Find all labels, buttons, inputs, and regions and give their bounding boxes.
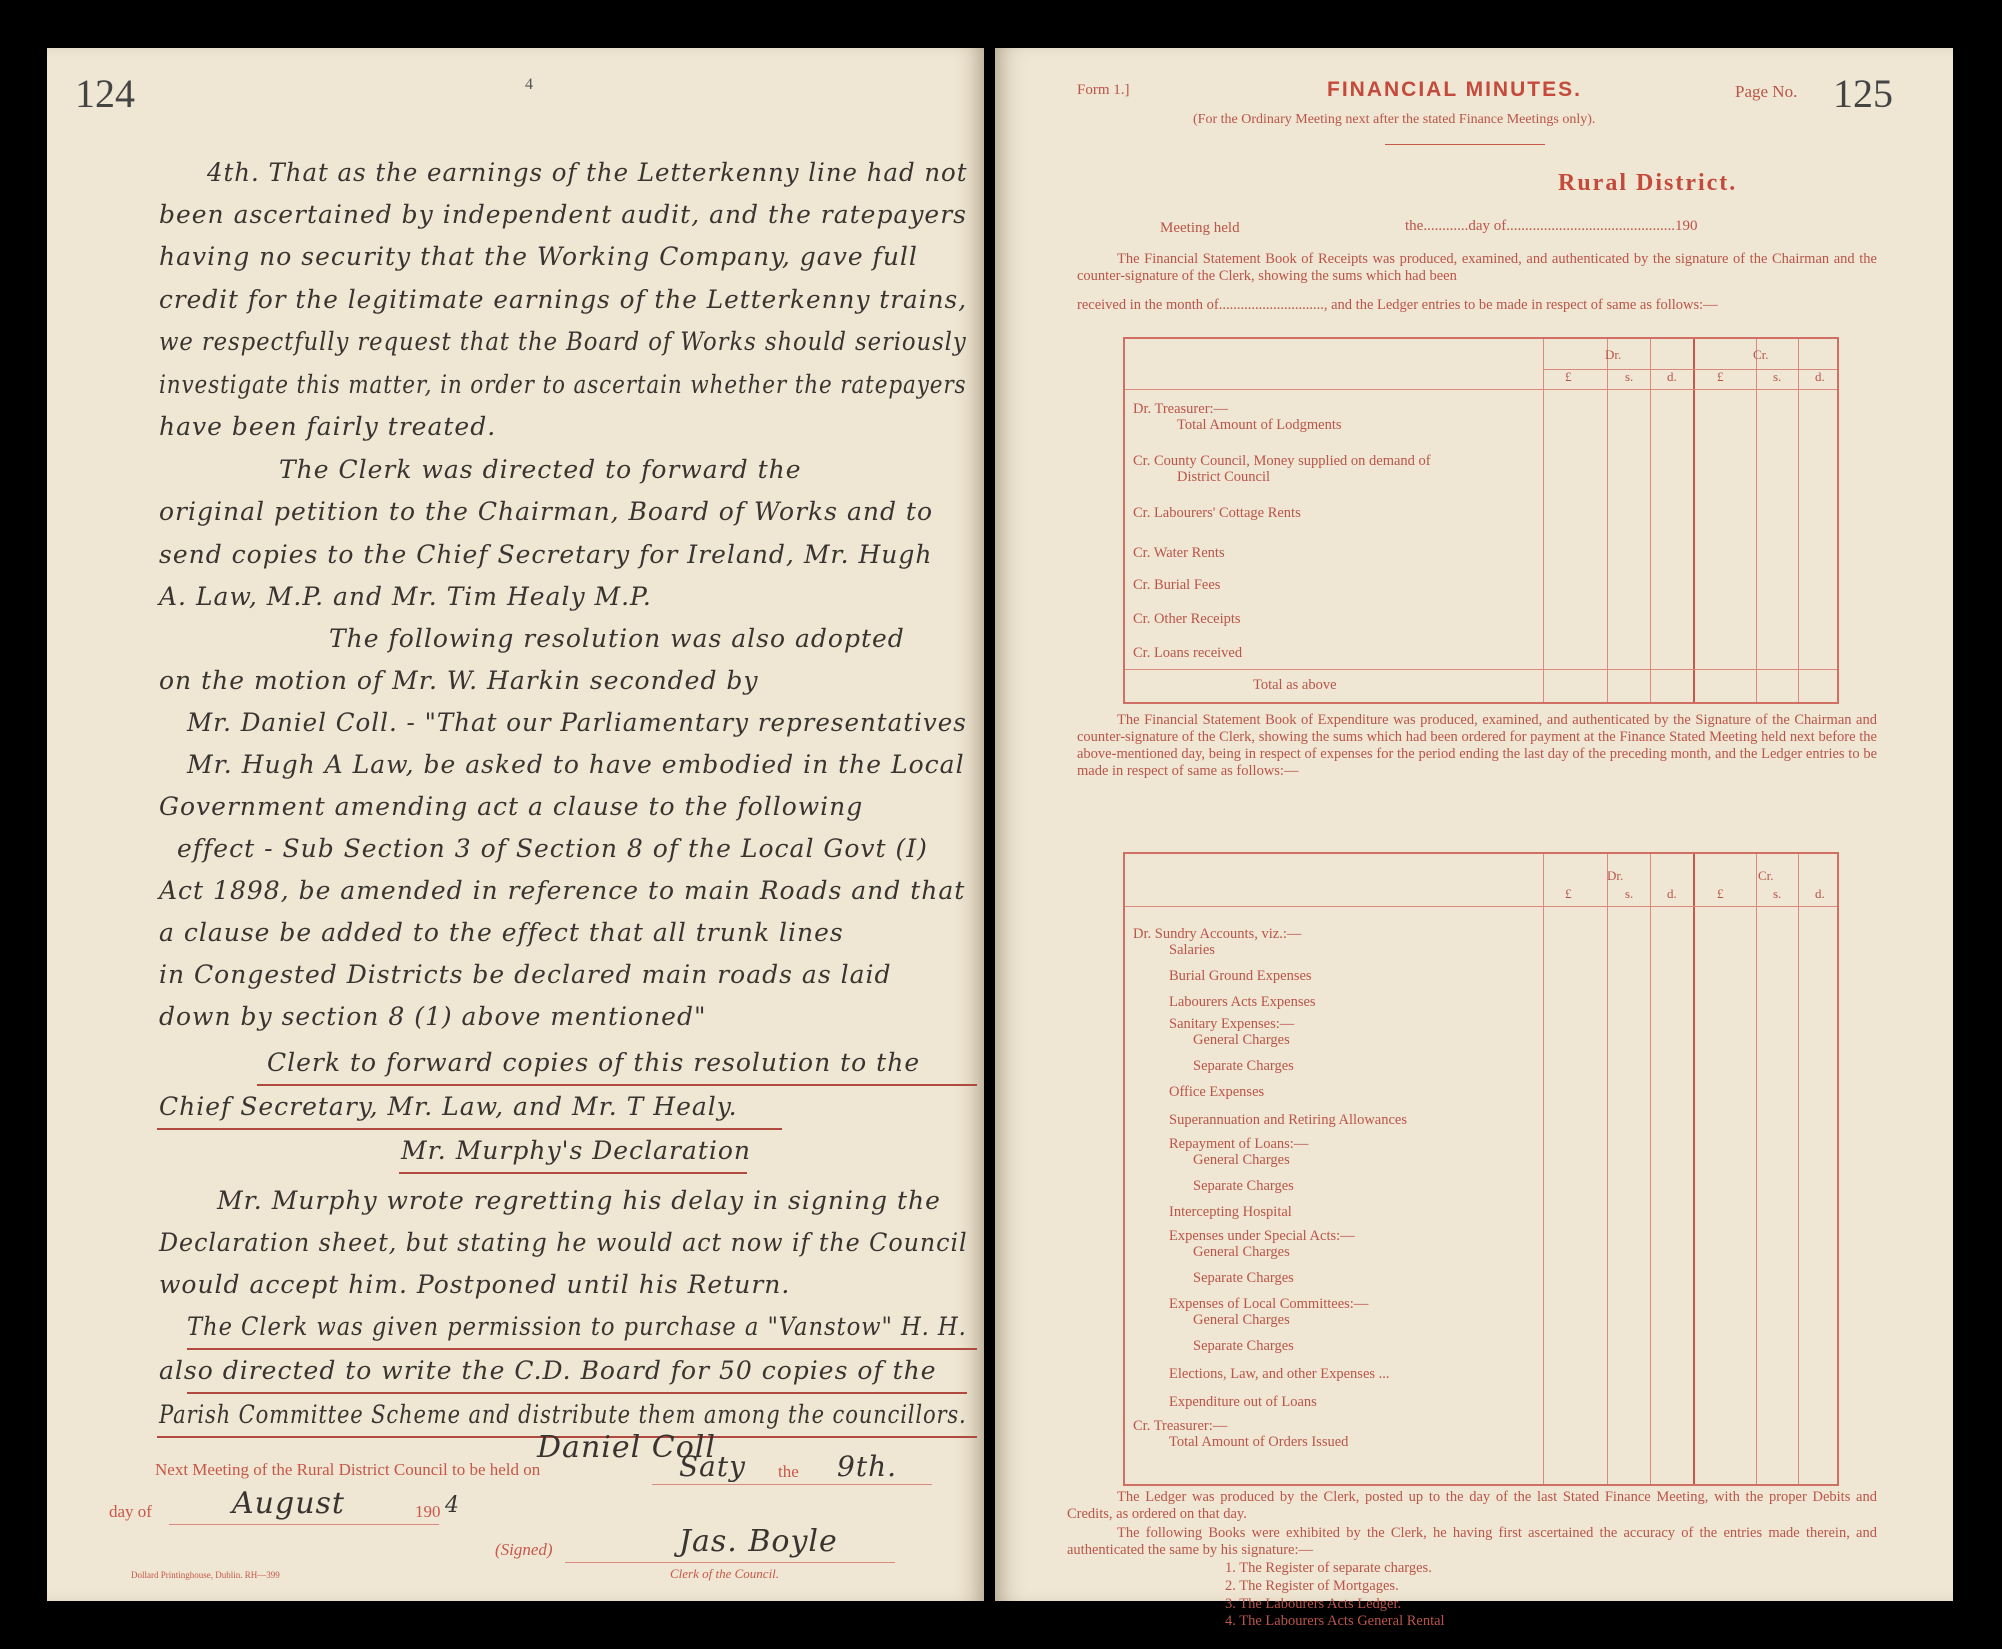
expenditure-row-label: Separate Charges: [1193, 1338, 1294, 1354]
row-label: Cr. Burial Fees: [1133, 577, 1221, 593]
expenditure-table: [1123, 852, 1839, 1486]
meeting-held-label: Meeting held: [1160, 220, 1240, 236]
form-label: Form 1.]: [1077, 82, 1130, 98]
handwritten-line: have been fairly treated.: [159, 412, 497, 441]
subtitle: (For the Ordinary Meeting next after the stated Finance Meetings only).: [1193, 112, 1596, 127]
cr-header: Cr.: [1758, 868, 1774, 883]
underline: [399, 1172, 747, 1174]
handwritten-line: Mr. Daniel Coll. - "That our Parliamentary representatives: [187, 708, 967, 737]
col-line: [1693, 854, 1695, 1484]
row-label: Cr. Labourers' Cottage Rents: [1133, 505, 1301, 521]
col-line: [1607, 854, 1608, 1484]
expenditure-row-label: Sanitary Expenses:—: [1169, 1016, 1295, 1032]
chair-signature: Daniel Coll: [537, 1430, 716, 1465]
expenditure-row-label: Labourers Acts Expenses: [1169, 994, 1316, 1010]
expenditure-row-label: General Charges: [1193, 1032, 1290, 1048]
handwritten-line: 4th. That as the earnings of the Letterkenny line had not: [207, 158, 968, 187]
row-label: Total Amount of Lodgments: [1177, 417, 1342, 433]
receipts-table: [1123, 337, 1839, 704]
col-line: [1756, 339, 1757, 702]
handwritten-line: The Clerk was given permission to purchase a "Vanstow" H. H.: [187, 1312, 967, 1341]
meeting-day-name: Saty: [679, 1450, 746, 1483]
col-line: [1756, 854, 1757, 1484]
handwritten-line: would accept him. Postponed until his Return.: [159, 1270, 791, 1299]
book-item: 2. The Register of Mortgages.: [1225, 1578, 1399, 1594]
handwritten-line: on the motion of Mr. W. Harkin seconded by: [159, 666, 759, 695]
handwritten-line: in Congested Districts be declared main roads as laid: [159, 960, 892, 989]
col-pounds: £: [1565, 369, 1572, 384]
the-label: the: [778, 1462, 799, 1481]
meeting-month: August: [232, 1486, 345, 1521]
underline: [257, 1084, 977, 1086]
row-label: Dr. Treasurer:—: [1133, 401, 1229, 417]
expenditure-row-label: Expenditure out of Loans: [1169, 1394, 1317, 1410]
handwritten-line: also directed to write the C.D. Board for 50 copies of the: [159, 1356, 937, 1385]
handwritten-line: Government amending act a clause to the following: [159, 792, 864, 821]
row-label: Cr. Other Receipts: [1133, 611, 1241, 627]
expenditure-row-label: Dr. Sundry Accounts, viz.:—: [1133, 926, 1302, 942]
col-shillings: s.: [1773, 369, 1782, 384]
expenditure-row-label: Repayment of Loans:—: [1169, 1136, 1309, 1152]
book-item: 4. The Labourers Acts General Rental: [1225, 1613, 1445, 1629]
col-line: [1543, 339, 1544, 702]
handwritten-line: been ascertained by independent audit, and the ratepayers: [159, 200, 967, 229]
handwritten-line: Act 1898, be amended in reference to main Roads and that: [159, 876, 966, 905]
row-label: Cr. County Council, Money supplied on demand of: [1133, 453, 1431, 469]
dr-header: Dr.: [1607, 868, 1624, 883]
financial-minutes-title: FINANCIAL MINUTES.: [1327, 78, 1582, 101]
expenditure-paragraph: The Financial Statement Book of Expenditure was produced, examined, and authenticated by the Signature of the Chairman and counter-signature of the Clerk, showing the sums which had been ordered for payment at the Finance Stated Meeting held next before the above-mentioned day, being in respect of expenses for the period ending the last day of the preceding month, and the Ledger entries to be made in respect of same as follows:—: [1077, 712, 1877, 779]
next-meeting-label: Next Meeting of the Rural District Council to be held on: [155, 1460, 541, 1479]
year-suffix: 4: [445, 1493, 460, 1518]
rural-district-heading: Rural District.: [1558, 170, 1738, 196]
underline: [187, 1392, 967, 1394]
handwritten-line: investigate this matter, in order to ascertain whether the ratepayers: [159, 370, 967, 399]
book-item: 1. The Register of separate charges.: [1225, 1560, 1432, 1576]
handwritten-line: Mr. Murphy's Declaration: [401, 1136, 752, 1165]
expenditure-row-label: Superannuation and Retiring Allowances: [1169, 1112, 1407, 1128]
expenditure-row-label: General Charges: [1193, 1312, 1290, 1328]
expenditure-row-label: Elections, Law, and other Expenses ...: [1169, 1366, 1390, 1382]
fill-line: [169, 1524, 439, 1525]
header-rule: [1125, 906, 1837, 907]
meeting-date-line: the............day of.............................................190: [1405, 218, 1698, 234]
row-label: Cr. Water Rents: [1133, 545, 1225, 561]
expenditure-row-label: Expenses of Local Committees:—: [1169, 1296, 1369, 1312]
col-shillings: s.: [1625, 369, 1634, 384]
col-pence: d.: [1815, 369, 1825, 384]
expenditure-row-label: Cr. Treasurer:—: [1133, 1418, 1228, 1434]
col-pounds: £: [1565, 886, 1572, 901]
page-no-label: Page No.: [1735, 82, 1798, 101]
signed-label: (Signed): [495, 1540, 553, 1559]
handwritten-line: A. Law, M.P. and Mr. Tim Healy M.P.: [159, 582, 652, 611]
day-of-label: day of: [109, 1502, 152, 1521]
handwritten-line: Parish Committee Scheme and distribute them among the councillors.: [159, 1400, 967, 1429]
underline: [187, 1348, 977, 1350]
right-page: [995, 48, 1953, 1629]
col-line: [1543, 854, 1544, 1484]
expenditure-row-label: Separate Charges: [1193, 1058, 1294, 1074]
fill-line: [565, 1562, 895, 1563]
handwritten-line: credit for the legitimate earnings of the Letterkenny trains,: [159, 285, 968, 314]
col-pounds: £: [1717, 886, 1724, 901]
col-line: [1693, 339, 1695, 702]
row-label: Total as above: [1253, 677, 1337, 693]
clerk-caption: Clerk of the Council.: [670, 1566, 780, 1581]
handwritten-line: send copies to the Chief Secretary for Ireland, Mr. Hugh: [159, 540, 933, 569]
left-page: [47, 48, 984, 1601]
col-line: [1650, 854, 1651, 1484]
handwritten-line: The Clerk was directed to forward the: [279, 455, 802, 484]
expenditure-row-label: Expenses under Special Acts:—: [1169, 1228, 1355, 1244]
page-number-left: 124: [75, 71, 135, 116]
header-rule: [1543, 369, 1837, 370]
dr-header: Dr.: [1605, 347, 1622, 362]
expenditure-row-label: Separate Charges: [1193, 1270, 1294, 1286]
col-pence: d.: [1815, 886, 1825, 901]
handwritten-line: Chief Secretary, Mr. Law, and Mr. T Healy.: [159, 1092, 738, 1121]
handwritten-line: original petition to the Chairman, Board of Works and to: [159, 497, 934, 526]
col-pence: d.: [1667, 886, 1677, 901]
receipts-paragraph-2: received in the month of............................., and the Ledger entries to be made in respect of same as follows:—: [1077, 297, 1718, 313]
col-shillings: s.: [1773, 886, 1782, 901]
handwritten-line: down by section 8 (1) above mentioned": [159, 1002, 707, 1031]
handwritten-line: we respectfully request that the Board of Works should seriously: [159, 327, 967, 356]
top-mark: 4: [525, 76, 533, 93]
title-rule: [1385, 144, 1545, 145]
row-label: District Council: [1177, 469, 1271, 485]
handwritten-line: having no security that the Working Company, gave full: [159, 242, 918, 271]
expenditure-row-label: Total Amount of Orders Issued: [1169, 1434, 1349, 1450]
fill-line: [652, 1484, 932, 1485]
printer-imprint: Dollard Printinghouse, Dublin. RH—399: [131, 1570, 280, 1580]
handwritten-line: Mr. Hugh A Law, be asked to have embodied in the Local: [187, 750, 965, 779]
col-pence: d.: [1667, 369, 1677, 384]
page-number-right: 125: [1833, 71, 1893, 116]
handwritten-line: a clause be added to the effect that all trunk lines: [159, 918, 844, 947]
total-rule: [1125, 669, 1837, 670]
handwritten-line: Declaration sheet, but stating he would act now if the Council: [159, 1228, 968, 1257]
year-prefix: 190: [415, 1502, 441, 1521]
ledger-paragraph: The Ledger was produced by the Clerk, posted up to the day of the last Stated Finance Meeting, with the proper Debits and Credits, as ordered on that day.: [1067, 1489, 1877, 1522]
col-line: [1607, 339, 1608, 702]
col-line: [1798, 854, 1799, 1484]
col-shillings: s.: [1625, 886, 1634, 901]
expenditure-row-label: General Charges: [1193, 1244, 1290, 1260]
handwritten-line: effect - Sub Section 3 of Section 8 of the Local Govt (I): [177, 834, 928, 863]
handwritten-line: Mr. Murphy wrote regretting his delay in signing the: [217, 1186, 941, 1215]
col-line: [1650, 339, 1651, 702]
header-rule: [1125, 389, 1837, 390]
expenditure-row-label: General Charges: [1193, 1152, 1290, 1168]
books-paragraph: The following Books were exhibited by the Clerk, he having first ascertained the accuracy of the entries made therein, and authenticated the same by his signature:—: [1067, 1525, 1877, 1558]
cr-header: Cr.: [1753, 347, 1769, 362]
expenditure-row-label: Separate Charges: [1193, 1178, 1294, 1194]
expenditure-row-label: Burial Ground Expenses: [1169, 968, 1312, 984]
underline: [157, 1128, 782, 1130]
handwritten-line: Clerk to forward copies of this resolution to the: [267, 1048, 921, 1077]
book-item: 3. The Labourers Acts Ledger.: [1225, 1596, 1402, 1612]
expenditure-row-label: Salaries: [1169, 942, 1215, 958]
expenditure-row-label: Intercepting Hospital: [1169, 1204, 1292, 1220]
clerk-signature: Jas. Boyle: [679, 1524, 838, 1559]
col-line: [1798, 339, 1799, 702]
receipts-paragraph-1: The Financial Statement Book of Receipts was produced, examined, and authenticated by the signature of the Chairman and the counter-signature of the Clerk, showing the sums which had been: [1077, 251, 1877, 284]
handwritten-line: The following resolution was also adopted: [329, 624, 905, 653]
meeting-date: 9th.: [837, 1450, 897, 1483]
col-pounds: £: [1717, 369, 1724, 384]
expenditure-row-label: Office Expenses: [1169, 1084, 1265, 1100]
row-label: Cr. Loans received: [1133, 645, 1243, 661]
